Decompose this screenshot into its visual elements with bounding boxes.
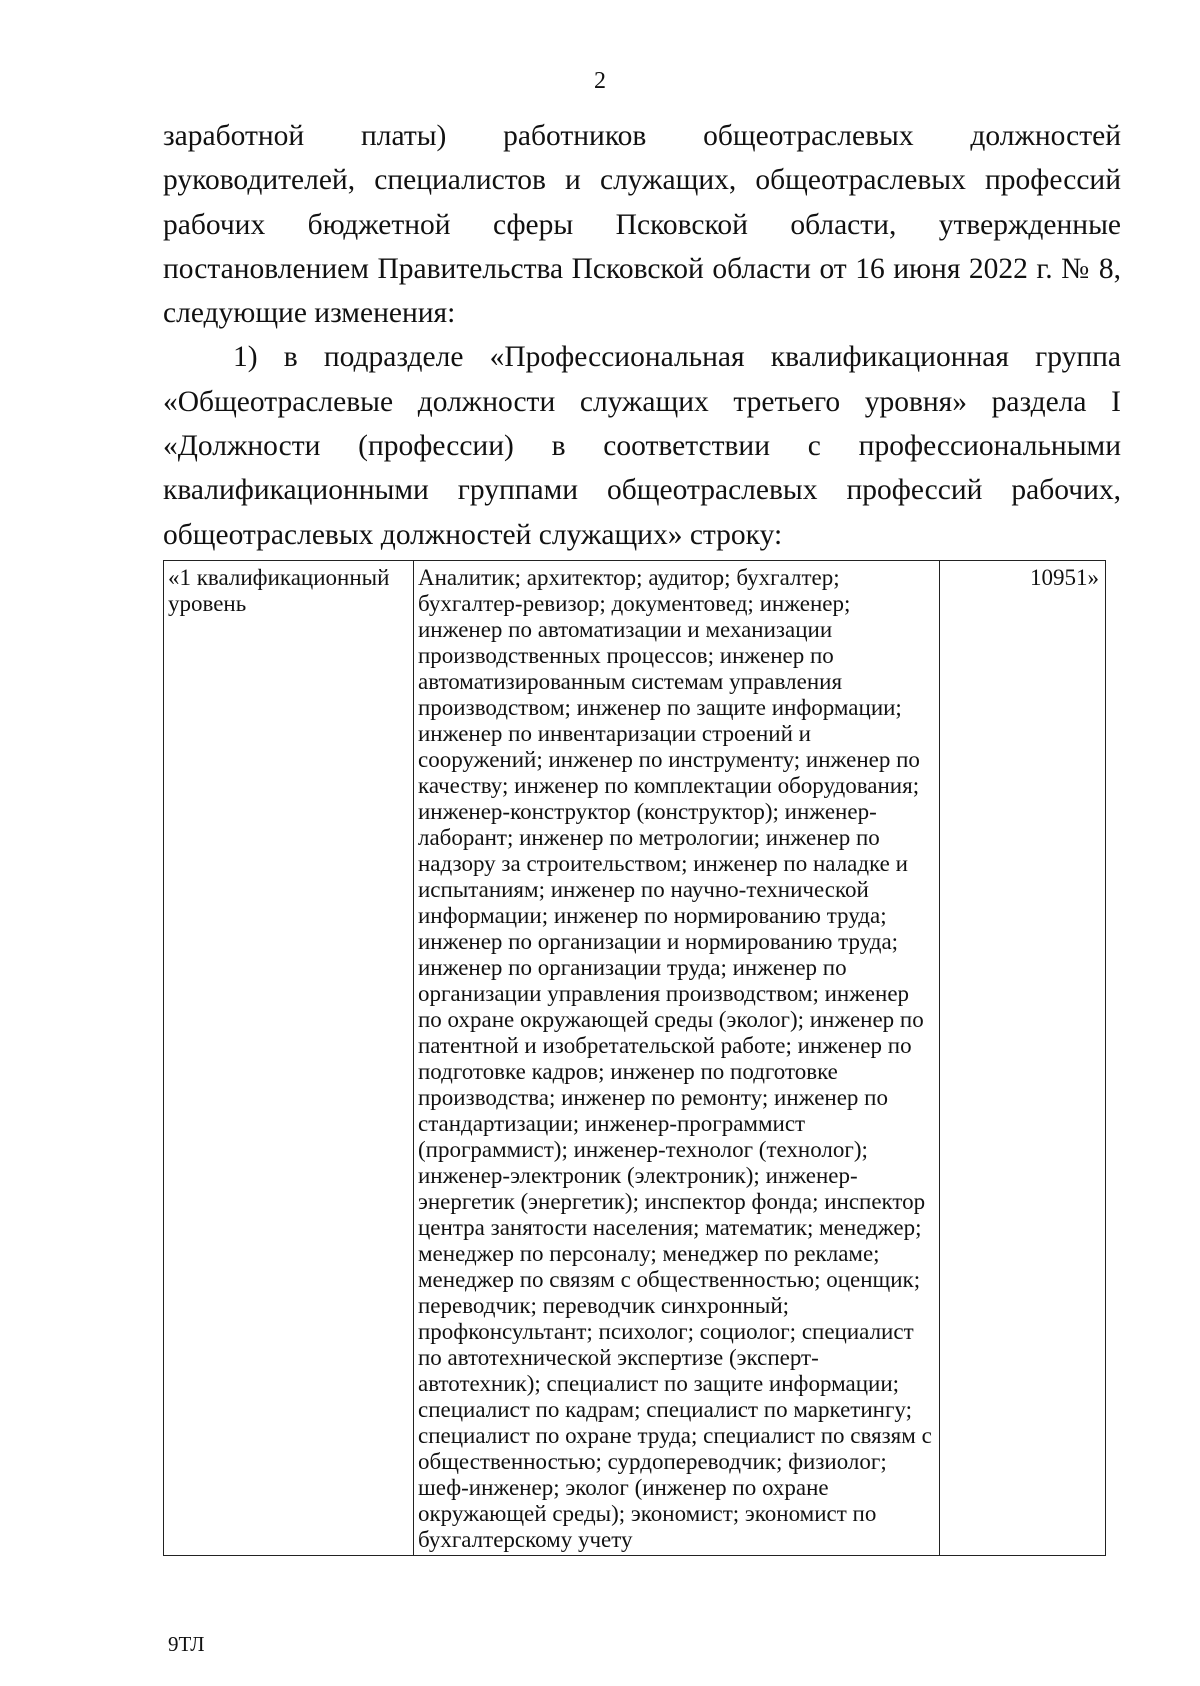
table-row bbox=[164, 561, 1106, 1556]
paragraph-amendment-1: 1) в подразделе «Профессиональная квалификационная группа «Общеотраслевые должности служащих третьего уровня» раздела I «Должности (профессии) в соответствии с профессиональными квалификационными группами общеотраслевых профессий рабочих, общеотраслевых должностей служащих» строку: bbox=[163, 341, 1121, 551]
amendment-table bbox=[163, 560, 1106, 1556]
document-body bbox=[163, 114, 1121, 557]
cell-qualification-level: «1 квалификационный уровень bbox=[164, 561, 414, 1556]
footer-code: 9ТЛ bbox=[168, 1632, 205, 1656]
cell-positions-list: Аналитик; архитектор; аудитор; бухгалтер; бухгалтер-ревизор; документовед; инженер; инженер по автоматизации и механизации производственных процессов; инженер по автоматизированным системам управления производством; инженер по защите информации; инженер по инвентаризации строений и сооружений; инженер по инструменту; инженер по качеству; инженер по комплектации оборудования; инженер-конструктор (конструктор); инженер-лаборант; инженер по метрологии; инженер по надзору за строительством; инженер по наладке и испытаниям; инженер по научно-технической информации; инженер по нормированию труда; инженер по организации и нормированию труда; инженер по организации труда; инженер по организации управления производством; инженер по охране окружающей среды (эколог); инженер по патентной и изобретательской работе; инженер по подготовке кадров; инженер по подготовке производства; инженер по ремонту; инженер по стандартизации; инженер-программист (программист); инженер-технолог (технолог); инженер-электроник (электроник); инженер-энергетик (энергетик); инспектор фонда; инспектор центра занятости населения; математик; менеджер; менеджер по персоналу; менеджер по рекламе; менеджер по связям с общественностью; оценщик; переводчик; переводчик синхронный; профконсультант; психолог; социолог; специалист по автотехнической экспертизе (эксперт-автотехник); специалист по защите информации; специалист по кадрам; специалист по маркетингу; специалист по охране труда; специалист по связям с общественностью; сурдопереводчик; физиолог; шеф-инженер; эколог (инженер по охране окружающей среды); экономист; экономист по бухгалтерскому учету bbox=[414, 561, 940, 1556]
paragraph-intro: заработной платы) работников общеотраслевых должностей руководителей, специалистов и служащих, общеотраслевых профессий рабочих бюджетной сферы Псковской области, утвержденные постановлением Правительства Псковской области от 16 июня 2022 г. № 8, следующие изменения: bbox=[163, 120, 1121, 330]
cell-salary-value: 10951» bbox=[940, 561, 1106, 1556]
page-number: 2 bbox=[594, 68, 606, 94]
